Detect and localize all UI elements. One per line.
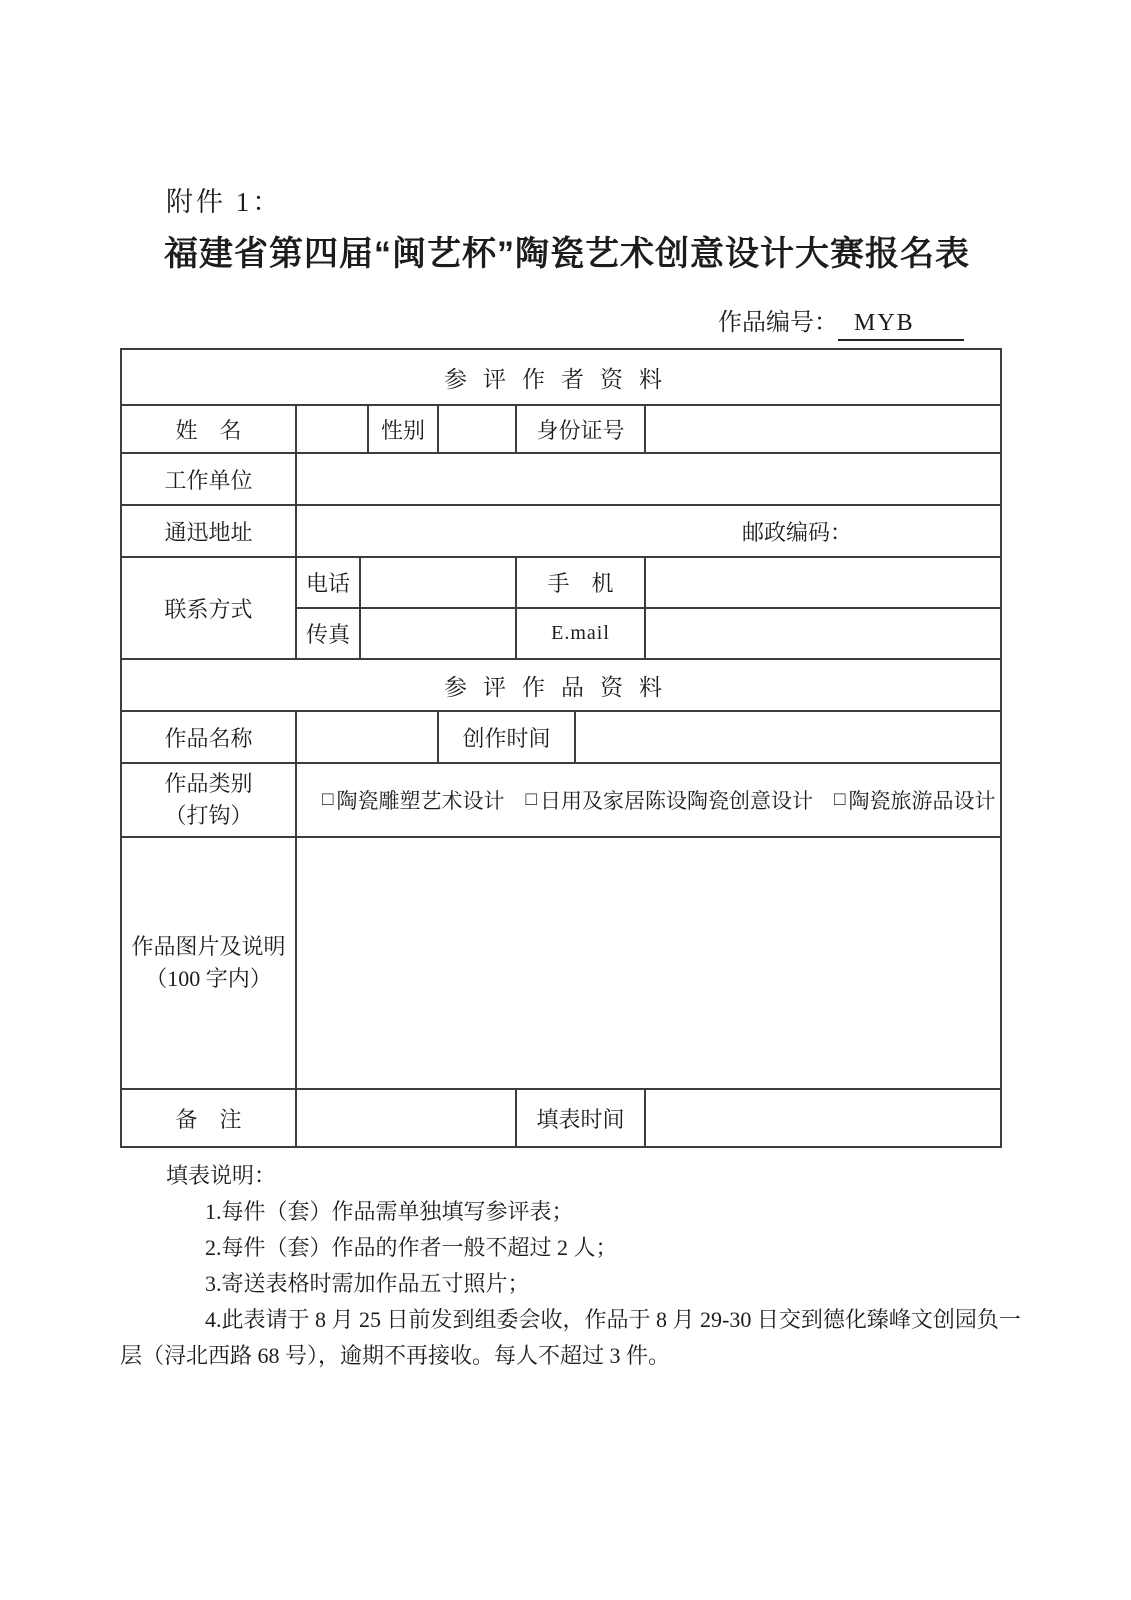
category-options-cell [295, 764, 1000, 836]
fax-field-cell [359, 609, 515, 658]
id-number-label: 身份证号 [515, 406, 644, 452]
page-title: 福建省第四届“闽艺杯”陶瓷艺术创意设计大赛报名表 [164, 235, 970, 273]
gender-label: 性别 [367, 406, 437, 452]
work-number-label: 作品编号： [718, 310, 838, 336]
notes-heading: 填表说明： [166, 1163, 277, 1188]
gender-field-cell [437, 406, 515, 452]
category-label-line2: （打钩） [164, 803, 253, 828]
address-label: 通迅地址 [164, 519, 253, 545]
category-option-label: 陶瓷旅游品设计 [848, 789, 996, 813]
work-unit-row [122, 452, 1000, 504]
phone-subrow [295, 558, 1000, 607]
section-work-header: 参评作品资料 [444, 674, 678, 700]
category-option-tourism [834, 785, 995, 815]
name-label: 姓 名 [175, 417, 242, 443]
note-item-4: 4.此表请于 8 月 25 日前发到组委会收，作品于 8 月 29-30 日交到德化臻峰文创园负一层（浔北西路 68 号），逾期不再接收。每人不超过 3 件。 [120, 1307, 1021, 1368]
address-field-cell [295, 506, 1000, 556]
contact-label: 联系方式 [164, 596, 253, 622]
phone-field-cell [359, 558, 515, 607]
work-number [718, 302, 964, 341]
remark-row [122, 1088, 1000, 1146]
name-row [122, 404, 1000, 452]
work-name-field-cell [295, 712, 437, 762]
work-unit-label: 工作单位 [164, 467, 253, 493]
category-option-sculpture [322, 785, 504, 815]
email-label: E.mail [515, 609, 644, 658]
fill-time-field-cell [644, 1090, 1000, 1146]
category-option-daily-use [525, 785, 812, 815]
image-description-label-line1: 作品图片及说明 [131, 934, 286, 959]
postal-code-label: 邮政编码： [742, 519, 853, 545]
note-item-1: 1.每件（套）作品需单独填写参评表； [205, 1199, 574, 1224]
mobile-field-cell [644, 558, 1000, 607]
category-row [122, 762, 1000, 836]
image-description-label [122, 838, 295, 1088]
category-option-label: 陶瓷雕塑艺术设计 [336, 789, 505, 813]
contact-subgrid [295, 558, 1000, 658]
address-row [122, 504, 1000, 556]
fax-subrow [295, 607, 1000, 658]
id-number-field-cell [644, 406, 1000, 452]
image-description-field-cell [295, 838, 1000, 1088]
phone-label: 电话 [295, 558, 359, 607]
category-label [122, 764, 295, 836]
creation-time-label: 创作时间 [437, 712, 574, 762]
registration-table [120, 348, 1002, 1148]
creation-time-field-cell [574, 712, 1000, 762]
category-label-line1: 作品类别 [164, 771, 253, 796]
fill-notes [120, 1158, 1025, 1374]
checkbox-icon: □ [525, 789, 537, 810]
remark-label: 备 注 [175, 1106, 242, 1132]
image-description-label-line2: （100 字内） [145, 966, 272, 991]
attachment-label: 附件 1： [166, 187, 283, 217]
section-work-row [122, 658, 1000, 710]
note-item-2: 2.每件（套）作品的作者一般不超过 2 人； [205, 1235, 618, 1260]
contact-row [122, 556, 1000, 658]
name-field-cell [295, 406, 367, 452]
work-name-row [122, 710, 1000, 762]
section-author-row [122, 350, 1000, 404]
section-author-header: 参评作者资料 [444, 366, 678, 392]
remark-field-cell [295, 1090, 515, 1146]
work-name-label: 作品名称 [164, 725, 253, 751]
work-unit-field-cell [295, 454, 1000, 504]
category-option-label: 日用及家居陈设陶瓷创意设计 [539, 789, 813, 813]
checkbox-icon: □ [322, 789, 334, 810]
work-number-value: MYB [838, 310, 964, 341]
note-item-3: 3.寄送表格时需加作品五寸照片； [205, 1271, 530, 1296]
mobile-label: 手 机 [515, 558, 644, 607]
checkbox-icon: □ [833, 789, 846, 810]
fill-time-label: 填表时间 [515, 1090, 644, 1146]
fax-label: 传真 [295, 609, 359, 658]
email-field-cell [644, 609, 1000, 658]
image-description-row [122, 836, 1000, 1088]
